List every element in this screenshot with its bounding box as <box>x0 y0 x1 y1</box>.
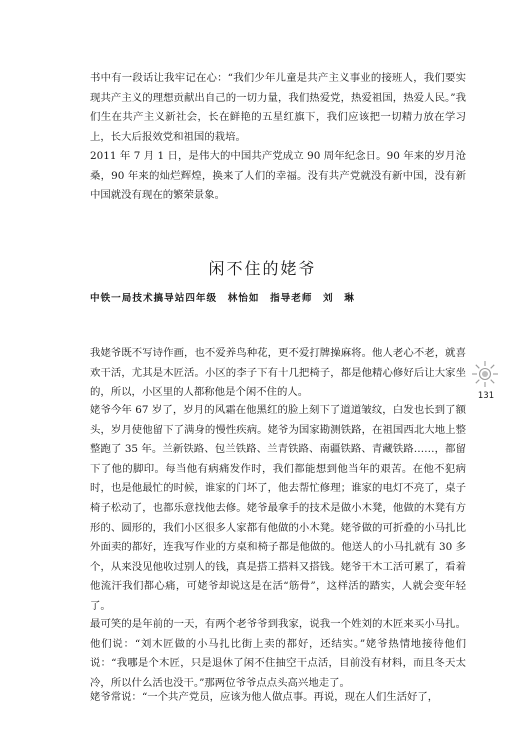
article-paragraph-2: 姥爷今年 67 岁了，岁月的风霜在他黑红的脸上刻下了道道皱纹，白发也长到了额头，岁月使他留下了满身的慢性疾病。姥爷为国家勘测铁路，在祖国西北大地上整整跑了 35 年。兰新铁路、包兰铁路、兰青铁路、南疆铁路、青藏铁路……，都留下了他的脚印。每当他有病痛发作时，我们都能想到他当年的艰苦。在他不犯病时，也是他最忙的时候，谁家的门坏了，他去帮忙修理；谁家的电灯不亮了，桌子椅子松动了，也都乐意找他去修。姥爷最拿手的技术是做小木凳，他做的木凳有方形的、圆形的，我们小区很多人家都有他做的小木凳。姥爷做的可折叠的小马扎比外面卖的都好，连我写作业的方桌和椅子都是他做的。他送人的小马扎就有 30 多个，从来没见他收过别人的钱，真是搭工搭料又搭钱。姥爷干木工活可累了，看着他流汗我们都心痛，可姥爷却说这是在活“筋骨”，这样活的踏实，人就会变年轻了。 <box>90 404 466 612</box>
article-paragraph-4: 姥爷常说：“一个共产党员，应该为他人做点事。再说，现在人们生活好了， <box>90 691 439 703</box>
article-byline: 中铁一局技术搞导站四年级 林怡如 指导老师 刘 琳 <box>90 293 355 304</box>
article-title: 闲不住的姥爷 <box>208 259 317 278</box>
paragraph-party-anniversary: 2011 年 7 月 1 日，是伟大的中国共产党成立 90 周年纪念日。90 年来的岁月沧桑，90 年来的灿烂辉煌，换来了人们的幸福。没有共产党就没有新中国，没有新中国就没有现在的繁荣景象。 <box>90 150 466 202</box>
article-paragraph-3: 最可笑的是年前的一天，有两个老爷爷到我家，说我一个姓刘的木匠来买小马扎。他们说：“刘木匠做的小马扎比街上卖的都好，还结实。”姥爷热情地接待他们说：“我哪是个木匠，只是退休了闲不住抽空干点活，目前没有材料，而且冬天太冷，所以什么活也没干。”那两位爷爷点点头高兴地走了。 <box>90 618 466 689</box>
sun-ornament-icon <box>471 360 499 388</box>
paragraph-intro-quote: 书中有一段话让我牢记在心：“我们少年儿童是共产主义事业的接班人，我们要实现共产主义的理想贡献出自己的一切力量，我们热爱党，热爱祖国，热爱人民。”我们生在共产主义新社会，长在鲜艳的五星红旗下，我们应该把一切精力放在学习上，长大后报效党和祖国的栽培。 <box>90 72 466 143</box>
article-paragraph-1: 我姥爷既不写诗作画，也不爱养鸟种花，更不爱打牌操麻将。他人老心不老，就喜欢干活，尤其是木匠活。小区的李子下有十几把椅子，都是他精心修好后让大家坐的，所以，小区里的人都称他是个闲不住的人。 <box>90 347 466 399</box>
page-number: 131 <box>477 391 495 401</box>
